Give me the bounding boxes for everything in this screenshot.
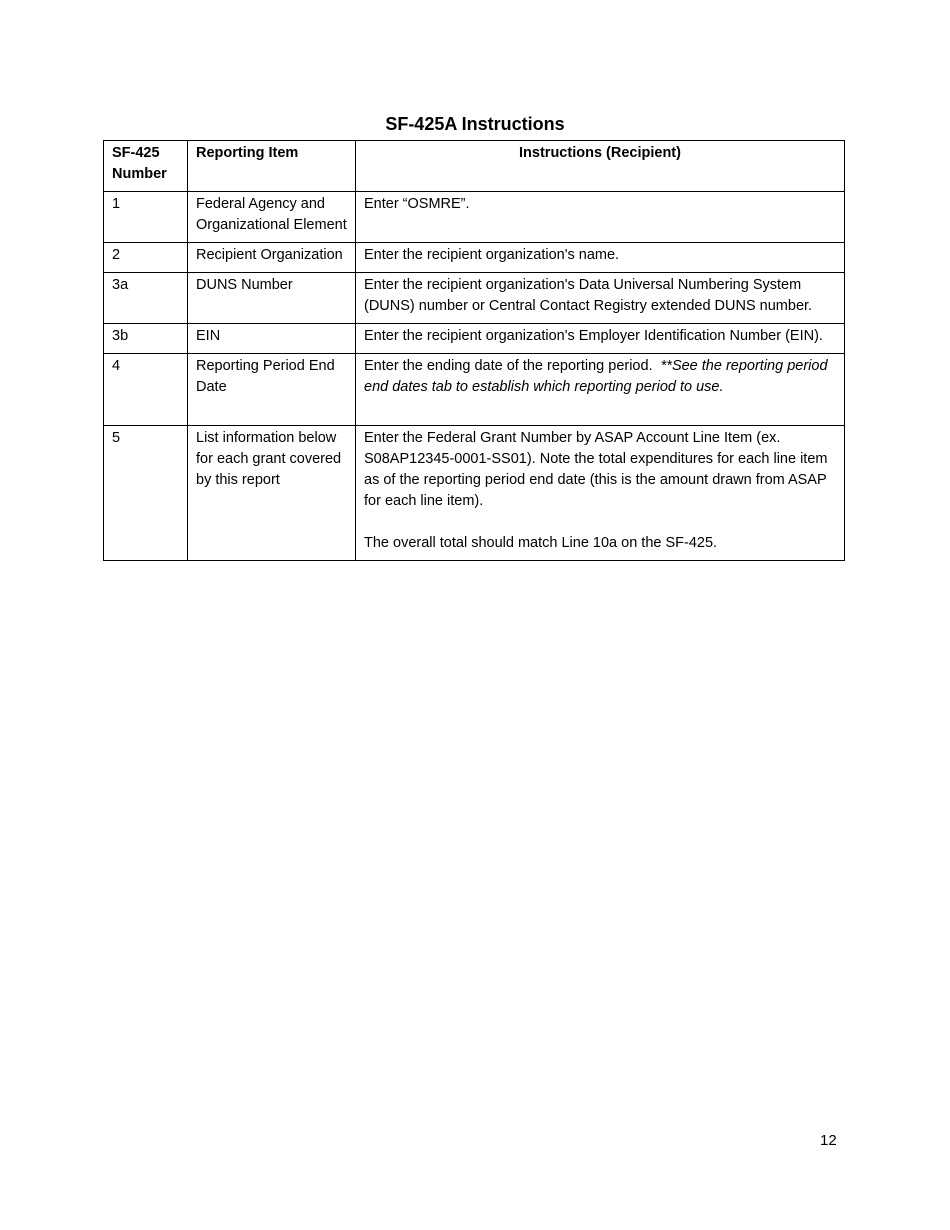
row-instruction: Enter the recipient organization's name. — [356, 243, 845, 273]
table-header-row — [104, 141, 845, 192]
row-number: 4 — [104, 354, 188, 426]
table-row — [104, 243, 845, 273]
row-instruction: Enter the ending date of the reporting period. — [364, 358, 653, 374]
row-number: 3b — [104, 324, 188, 354]
row-instruction: Enter the Federal Grant Number by ASAP Account Line Item (ex. S08AP12345-0001-SS01). Note the total expenditures for each line item as of the reporting period end date (this is the amount drawn from ASAP for each line item). — [364, 430, 828, 509]
row-reporting-item: Reporting Period End Date — [188, 354, 356, 426]
header-reporting-item: Reporting Item — [188, 141, 356, 192]
row-instruction-note: The overall total should match Line 10a on the SF-425. — [364, 535, 718, 551]
page-number: 12 — [820, 1132, 837, 1149]
row-instruction: Enter “OSMRE”. — [356, 192, 845, 243]
row-instruction-cell — [356, 354, 845, 426]
row-instruction-note: **See the reporting period end dates tab to establish which reporting period to use. — [364, 358, 828, 395]
table-row — [104, 324, 845, 354]
row-number: 3a — [104, 273, 188, 324]
row-reporting-item: DUNS Number — [188, 273, 356, 324]
row-instruction: Enter the recipient organization's Employer Identification Number (EIN). — [356, 324, 845, 354]
row-number: 2 — [104, 243, 188, 273]
row-number: 5 — [104, 426, 188, 561]
row-instruction-cell — [356, 426, 845, 561]
table-row — [104, 192, 845, 243]
row-number: 1 — [104, 192, 188, 243]
header-instructions: Instructions (Recipient) — [356, 141, 845, 192]
table-row — [104, 273, 845, 324]
page-title: SF-425A Instructions — [385, 114, 565, 134]
header-sf425-number: SF-425 Number — [104, 141, 188, 192]
row-reporting-item: Federal Agency and Organizational Element — [188, 192, 356, 243]
table-row — [104, 354, 845, 426]
row-instruction: Enter the recipient organization's Data Universal Numbering System (DUNS) number or Central Contact Registry extended DUNS number. — [356, 273, 845, 324]
row-reporting-item: Recipient Organization — [188, 243, 356, 273]
row-reporting-item: List information below for each grant covered by this report — [188, 426, 356, 561]
instructions-table — [103, 140, 845, 561]
row-reporting-item: EIN — [188, 324, 356, 354]
table-row — [104, 426, 845, 561]
